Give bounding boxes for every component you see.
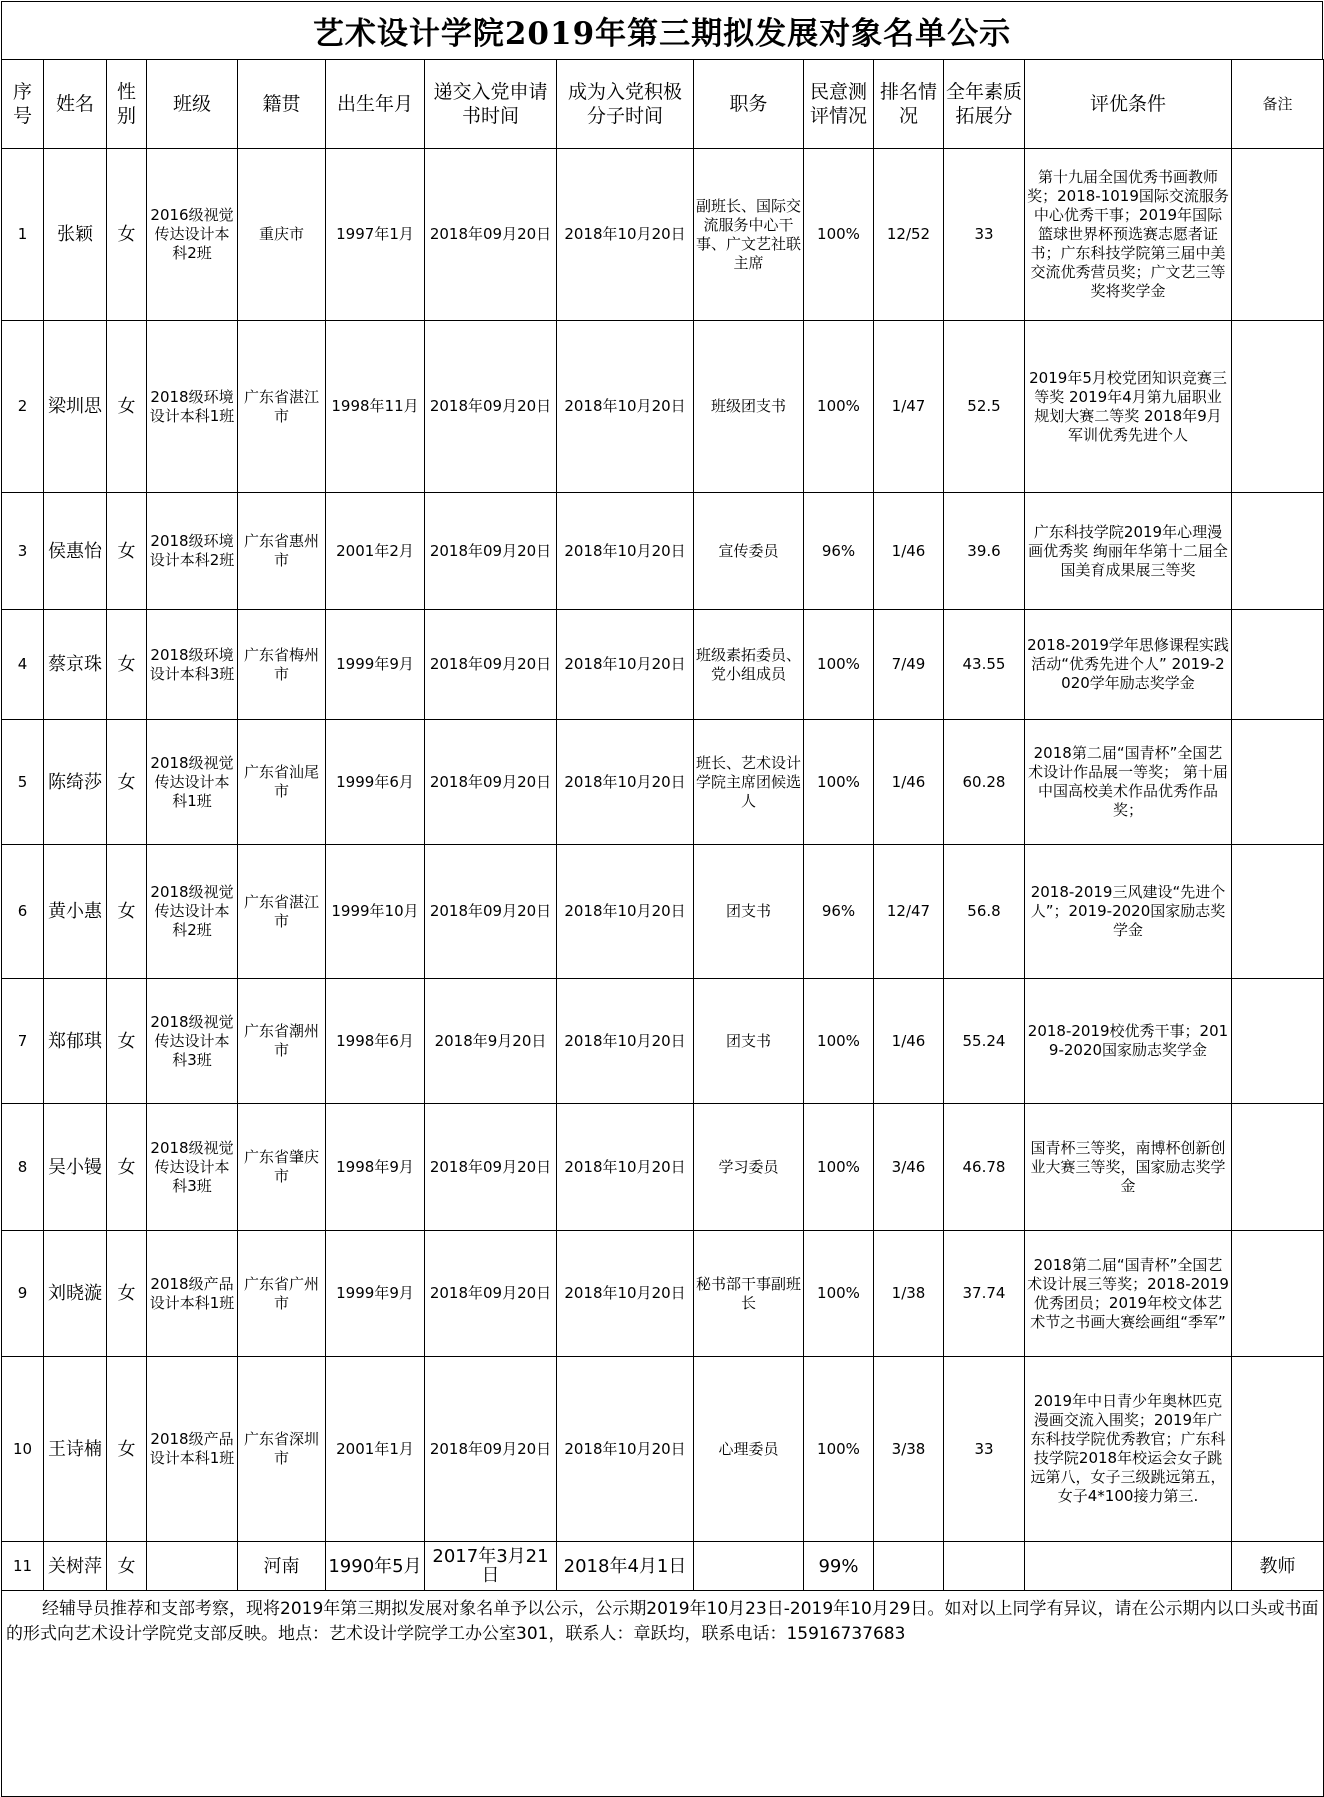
header-origin: 籍贯	[238, 60, 326, 149]
cell-activist: 2018年10月20日	[557, 979, 694, 1104]
cell-remark	[1232, 149, 1324, 321]
header-awards: 评优条件	[1025, 60, 1232, 149]
cell-name: 张颖	[44, 149, 107, 321]
cell-awards: 广东科技学院2019年心理漫画优秀奖 绚丽年华第十二届全国美育成果展三等奖	[1025, 493, 1232, 610]
cell-position: 学习委员	[694, 1104, 804, 1231]
table-row	[2, 979, 1324, 1104]
cell-rank: 1/46	[874, 979, 944, 1104]
cell-position: 班级素拓委员、党小组成员	[694, 610, 804, 720]
cell-origin: 重庆市	[238, 149, 326, 321]
cell-birth: 1999年9月	[326, 610, 425, 720]
cell-origin: 广东省汕尾市	[238, 720, 326, 845]
cell-apply: 2018年09月20日	[425, 1104, 557, 1231]
cell-poll: 100%	[804, 979, 874, 1104]
cell-origin: 广东省惠州市	[238, 493, 326, 610]
cell-class: 2018级视觉传达设计本科3班	[147, 979, 238, 1104]
cell-origin: 广东省湛江市	[238, 321, 326, 493]
cell-rank: 12/52	[874, 149, 944, 321]
header-row	[2, 60, 1324, 149]
cell-position: 宣传委员	[694, 493, 804, 610]
cell-remark	[1232, 493, 1324, 610]
cell-poll: 100%	[804, 149, 874, 321]
cell-origin: 河南	[238, 1542, 326, 1591]
cell-rank: 1/46	[874, 493, 944, 610]
cell-name: 陈绮莎	[44, 720, 107, 845]
cell-score: 60.28	[944, 720, 1025, 845]
cell-awards: 2018-2019校优秀干事；2019-2020国家励志奖学金	[1025, 979, 1232, 1104]
header-activist: 成为入党积极分子时间	[557, 60, 694, 149]
table-row	[2, 321, 1324, 493]
cell-name: 蔡京珠	[44, 610, 107, 720]
cell-apply: 2018年09月20日	[425, 720, 557, 845]
cell-poll: 100%	[804, 1357, 874, 1542]
table-row	[2, 845, 1324, 979]
cell-gender: 女	[107, 1357, 147, 1542]
cell-remark	[1232, 610, 1324, 720]
cell-birth: 1998年6月	[326, 979, 425, 1104]
cell-position: 班级团支书	[694, 321, 804, 493]
cell-no: 9	[2, 1231, 44, 1357]
cell-rank: 7/49	[874, 610, 944, 720]
cell-class: 2018级视觉传达设计本科2班	[147, 845, 238, 979]
cell-apply: 2018年09月20日	[425, 493, 557, 610]
cell-gender: 女	[107, 493, 147, 610]
cell-birth: 1998年9月	[326, 1104, 425, 1231]
cell-rank	[874, 1542, 944, 1591]
table-row	[2, 1104, 1324, 1231]
cell-class: 2018级产品设计本科1班	[147, 1231, 238, 1357]
cell-awards: 2018第二届“国青杯”全国艺术设计作品展一等奖； 第十届中国高校美术作品优秀作品奖；	[1025, 720, 1232, 845]
cell-awards: 2018-2019学年思修课程实践活动“优秀先进个人” 2019-2020学年励志奖学金	[1025, 610, 1232, 720]
cell-class: 2018级环境设计本科2班	[147, 493, 238, 610]
cell-no: 8	[2, 1104, 44, 1231]
cell-birth: 1999年9月	[326, 1231, 425, 1357]
cell-activist: 2018年10月20日	[557, 321, 694, 493]
cell-origin: 广东省肇庆市	[238, 1104, 326, 1231]
table-row	[2, 149, 1324, 321]
cell-class: 2016级视觉传达设计本科2班	[147, 149, 238, 321]
cell-awards: 2019年5月校党团知识竞赛三等奖 2019年4月第九届职业规划大赛二等奖 2018年9月军训优秀先进个人	[1025, 321, 1232, 493]
cell-awards: 第十九届全国优秀书画教师奖；2018-1019国际交流服务中心优秀干事；2019年国际篮球世界杯预选赛志愿者证书；广东科技学院第三届中美交流优秀营员奖；广文艺三等奖将奖学金	[1025, 149, 1232, 321]
cell-position: 秘书部干事副班长	[694, 1231, 804, 1357]
table-row	[2, 1357, 1324, 1542]
cell-rank: 3/38	[874, 1357, 944, 1542]
cell-class: 2018级环境设计本科3班	[147, 610, 238, 720]
cell-name: 郑郁琪	[44, 979, 107, 1104]
cell-score: 46.78	[944, 1104, 1025, 1231]
cell-birth: 1998年11月	[326, 321, 425, 493]
table-row	[2, 610, 1324, 720]
cell-apply: 2018年09月20日	[425, 321, 557, 493]
header-name: 姓名	[44, 60, 107, 149]
cell-origin: 广东省广州市	[238, 1231, 326, 1357]
cell-position: 团支书	[694, 979, 804, 1104]
cell-no: 4	[2, 610, 44, 720]
cell-poll: 100%	[804, 610, 874, 720]
cell-activist: 2018年10月20日	[557, 610, 694, 720]
cell-remark	[1232, 979, 1324, 1104]
cell-name: 王诗楠	[44, 1357, 107, 1542]
page-title: 艺术设计学院2019年第三期拟发展对象名单公示	[1, 1, 1323, 60]
cell-class	[147, 1542, 238, 1591]
cell-awards	[1025, 1542, 1232, 1591]
cell-activist: 2018年10月20日	[557, 720, 694, 845]
cell-position: 副班长、国际交流服务中心干事、广文艺社联主席	[694, 149, 804, 321]
cell-position: 心理委员	[694, 1357, 804, 1542]
cell-birth: 2001年2月	[326, 493, 425, 610]
cell-gender: 女	[107, 149, 147, 321]
cell-remark	[1232, 321, 1324, 493]
cell-awards: 2019年中日青少年奥林匹克漫画交流入围奖；2019年广东科技学院优秀教官；广东科技学院2018年校运会女子跳远第八，女子三级跳远第五，女子4*100接力第三.	[1025, 1357, 1232, 1542]
cell-poll: 100%	[804, 1231, 874, 1357]
cell-no: 2	[2, 321, 44, 493]
cell-score: 33	[944, 1357, 1025, 1542]
header-apply: 递交入党申请书时间	[425, 60, 557, 149]
cell-birth: 1999年10月	[326, 845, 425, 979]
candidate-table	[1, 59, 1324, 1797]
header-birth: 出生年月	[326, 60, 425, 149]
cell-apply: 2018年09月20日	[425, 610, 557, 720]
cell-origin: 广东省梅州市	[238, 610, 326, 720]
cell-apply: 2018年9月20日	[425, 979, 557, 1104]
cell-no: 10	[2, 1357, 44, 1542]
cell-gender: 女	[107, 610, 147, 720]
cell-apply: 2018年09月20日	[425, 845, 557, 979]
cell-score: 56.8	[944, 845, 1025, 979]
cell-class: 2018级产品设计本科1班	[147, 1357, 238, 1542]
cell-gender: 女	[107, 321, 147, 493]
cell-rank: 3/46	[874, 1104, 944, 1231]
cell-name: 刘晓漩	[44, 1231, 107, 1357]
header-score: 全年素质拓展分	[944, 60, 1025, 149]
cell-rank: 12/47	[874, 845, 944, 979]
cell-score: 52.5	[944, 321, 1025, 493]
cell-apply: 2018年09月20日	[425, 149, 557, 321]
cell-name: 梁圳思	[44, 321, 107, 493]
header-poll: 民意测评情况	[804, 60, 874, 149]
cell-no: 3	[2, 493, 44, 610]
cell-poll: 96%	[804, 493, 874, 610]
cell-score: 39.6	[944, 493, 1025, 610]
cell-rank: 1/46	[874, 720, 944, 845]
cell-gender: 女	[107, 1104, 147, 1231]
table-row	[2, 720, 1324, 845]
notice-row	[2, 1591, 1324, 1797]
cell-activist: 2018年10月20日	[557, 1104, 694, 1231]
cell-class: 2018级视觉传达设计本科1班	[147, 720, 238, 845]
header-rank: 排名情况	[874, 60, 944, 149]
header-class: 班级	[147, 60, 238, 149]
cell-position: 班长、艺术设计学院主席团候选人	[694, 720, 804, 845]
cell-activist: 2018年10月20日	[557, 1231, 694, 1357]
cell-gender: 女	[107, 979, 147, 1104]
cell-remark	[1232, 720, 1324, 845]
cell-activist: 2018年10月20日	[557, 1357, 694, 1542]
cell-poll: 96%	[804, 845, 874, 979]
cell-score	[944, 1542, 1025, 1591]
cell-activist: 2018年10月20日	[557, 845, 694, 979]
cell-remark	[1232, 1231, 1324, 1357]
cell-position: 团支书	[694, 845, 804, 979]
cell-name: 黄小惠	[44, 845, 107, 979]
cell-name: 吴小镘	[44, 1104, 107, 1231]
cell-name: 侯惠怡	[44, 493, 107, 610]
header-position: 职务	[694, 60, 804, 149]
cell-apply: 2018年09月20日	[425, 1231, 557, 1357]
cell-class: 2018级环境设计本科1班	[147, 321, 238, 493]
cell-remark	[1232, 1104, 1324, 1231]
cell-score: 33	[944, 149, 1025, 321]
header-remark: 备注	[1232, 60, 1324, 149]
cell-gender: 女	[107, 845, 147, 979]
cell-score: 37.74	[944, 1231, 1025, 1357]
cell-poll: 100%	[804, 720, 874, 845]
cell-awards: 2018-2019三风建设“先进个人”；2019-2020国家励志奖学金	[1025, 845, 1232, 979]
header-no: 序号	[2, 60, 44, 149]
cell-poll: 99%	[804, 1542, 874, 1591]
cell-rank: 1/47	[874, 321, 944, 493]
cell-poll: 100%	[804, 321, 874, 493]
cell-no: 6	[2, 845, 44, 979]
cell-origin: 广东省潮州市	[238, 979, 326, 1104]
cell-gender: 女	[107, 720, 147, 845]
cell-class: 2018级视觉传达设计本科3班	[147, 1104, 238, 1231]
cell-remark	[1232, 845, 1324, 979]
cell-activist: 2018年10月20日	[557, 493, 694, 610]
cell-apply: 2018年09月20日	[425, 1357, 557, 1542]
cell-activist: 2018年4月1日	[557, 1542, 694, 1591]
cell-score: 55.24	[944, 979, 1025, 1104]
table-row	[2, 1542, 1324, 1591]
cell-name: 关树萍	[44, 1542, 107, 1591]
cell-origin: 广东省深圳市	[238, 1357, 326, 1542]
cell-gender: 女	[107, 1231, 147, 1357]
cell-origin: 广东省湛江市	[238, 845, 326, 979]
cell-no: 1	[2, 149, 44, 321]
cell-no: 11	[2, 1542, 44, 1591]
cell-birth: 1990年5月	[326, 1542, 425, 1591]
header-gender: 性别	[107, 60, 147, 149]
cell-no: 7	[2, 979, 44, 1104]
cell-awards: 国青杯三等奖，南博杯创新创业大赛三等奖，国家励志奖学金	[1025, 1104, 1232, 1231]
cell-score: 43.55	[944, 610, 1025, 720]
cell-birth: 1999年6月	[326, 720, 425, 845]
cell-apply: 2017年3月21日	[425, 1542, 557, 1591]
cell-birth: 1997年1月	[326, 149, 425, 321]
cell-no: 5	[2, 720, 44, 845]
cell-birth: 2001年1月	[326, 1357, 425, 1542]
cell-rank: 1/38	[874, 1231, 944, 1357]
table-row	[2, 1231, 1324, 1357]
cell-remark: 教师	[1232, 1542, 1324, 1591]
notice-text: 经辅导员推荐和支部考察，现将2019年第三期拟发展对象名单予以公示，公示期2019年10月23日-2019年10月29日。如对以上同学有异议，请在公示期内以口头或书面的形式向艺术设计学院党支部反映。地点：艺术设计学院学工办公室301，联系人：章跃均，联系电话：15916737683	[2, 1591, 1324, 1797]
table-row	[2, 493, 1324, 610]
cell-remark	[1232, 1357, 1324, 1542]
cell-awards: 2018第二届“国青杯”全国艺术设计展三等奖；2018-2019优秀团员；2019年校文体艺术节之书画大赛绘画组“季军”	[1025, 1231, 1232, 1357]
cell-activist: 2018年10月20日	[557, 149, 694, 321]
cell-poll: 100%	[804, 1104, 874, 1231]
cell-position	[694, 1542, 804, 1591]
cell-gender: 女	[107, 1542, 147, 1591]
